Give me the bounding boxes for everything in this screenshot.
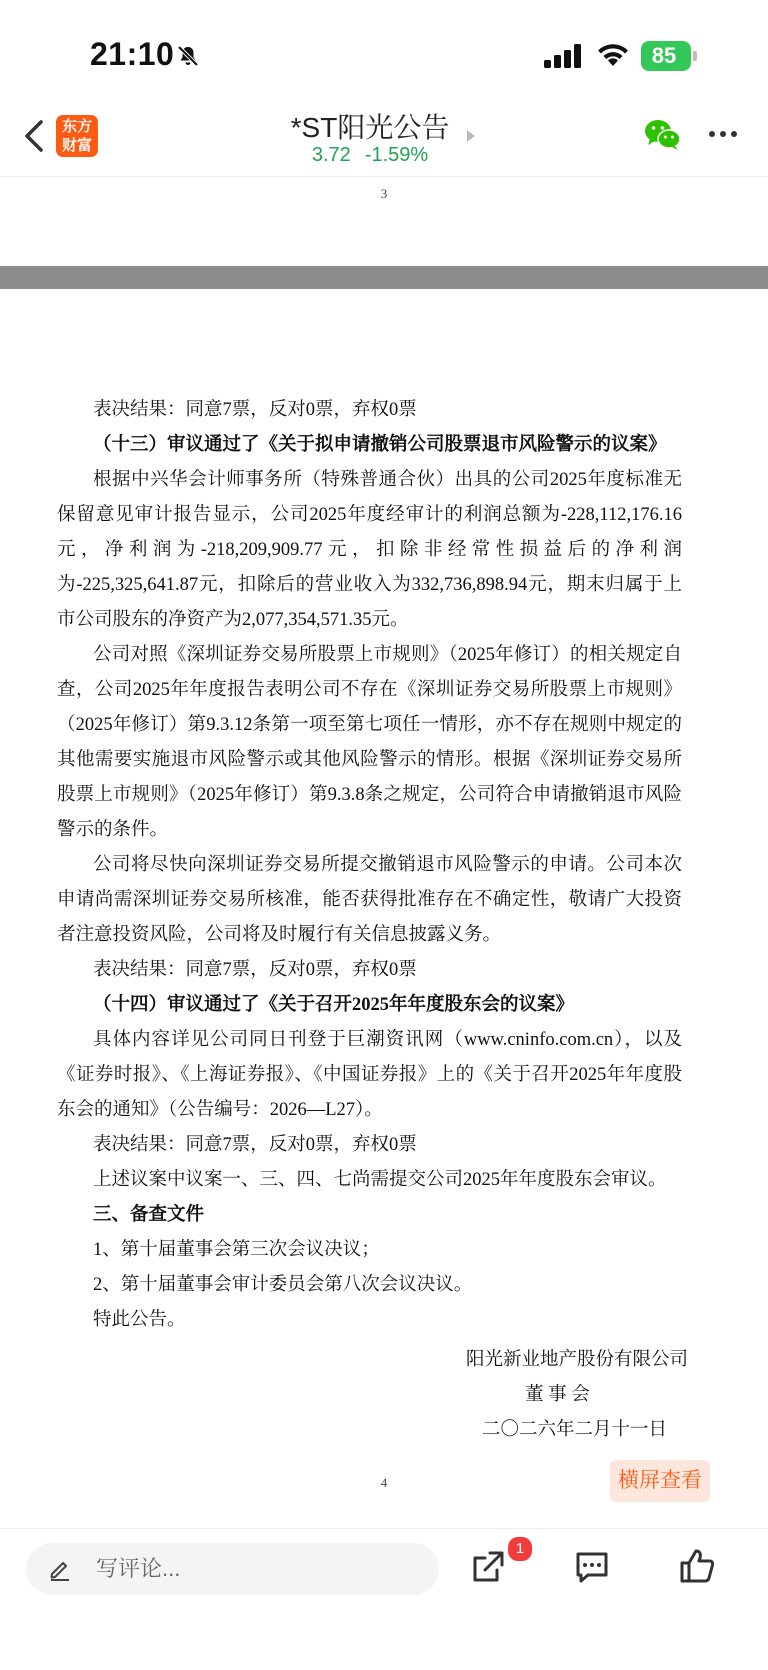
- comment-icon[interactable]: [574, 1549, 610, 1585]
- landscape-view-button[interactable]: 横屏查看: [610, 1460, 710, 1502]
- page-title[interactable]: *ST阳光公告: [290, 112, 450, 143]
- announcement-body: [57, 393, 682, 1338]
- clock: 21:10: [90, 36, 175, 72]
- bottom-bar: [0, 1528, 768, 1670]
- status-bar: [0, 0, 768, 100]
- signature-date: 二〇二六年二月十一日: [482, 1420, 668, 1440]
- page-number-top: 3: [380, 186, 388, 201]
- paragraph: 根据中兴华会计师事务所（特殊普通合伙）出具的公司2025年度标准无保留意见审计报告显示，公司2025年度经审计的利润总额为-228,112,176.16元，净利润为-218,209,909.77元，扣除非经常性损益后的净利润为-225,325,641.87元，扣除后的营业收入为332,736,898.94元，期末归属于上市公司股东的净资产为2,077,354,571.35元。: [57, 470, 682, 630]
- app-logo[interactable]: 东方 财富: [56, 115, 98, 157]
- paragraph: 上述议案中议案一、三、四、七尚需提交公司2025年年度股东会审议。: [93, 1170, 667, 1190]
- pen-icon: [48, 1557, 72, 1581]
- battery-indicator: [641, 41, 691, 71]
- section-heading: 三、备查文件: [93, 1205, 205, 1225]
- back-chevron-icon[interactable]: [20, 116, 50, 156]
- vote-result: 表决结果：同意7票，反对0票，弃权0票: [93, 400, 417, 420]
- section-heading: （十三）审议通过了《关于拟申请撤销公司股票退市风险警示的议案》: [93, 435, 667, 455]
- paragraph: 公司将尽快向深圳证券交易所提交撤销退市风险警示的申请。公司本次申请尚需深圳证券交易所核准，能否获得批准存在不确定性，敬请广大投资者注意投资风险，公司将及时履行有关信息披露义务。: [57, 855, 682, 945]
- comment-placeholder: 写评论...: [96, 1556, 181, 1581]
- stock-change: -1.59%: [364, 144, 429, 166]
- list-item: 1、第十届董事会第三次会议决议；: [93, 1240, 380, 1260]
- closing-text: 特此公告。: [93, 1310, 186, 1330]
- battery-level: 85: [651, 43, 677, 68]
- section-heading: （十四）审议通过了《关于召开2025年年度股东会的议案》: [93, 995, 575, 1015]
- bell-muted-icon: [176, 44, 200, 68]
- thumbs-up-icon[interactable]: [678, 1547, 716, 1585]
- expand-triangle-icon[interactable]: [467, 130, 475, 142]
- comment-input[interactable]: [26, 1543, 439, 1595]
- list-item: 2、第十届董事会审计委员会第八次会议决议。: [93, 1275, 473, 1295]
- signature-board: 董 事 会: [525, 1385, 590, 1405]
- signature-company: 阳光新业地产股份有限公司: [466, 1350, 689, 1370]
- page-number-bottom: 4: [380, 1475, 388, 1490]
- cellular-signal-icon: [544, 44, 582, 68]
- wechat-share-icon[interactable]: [644, 118, 682, 152]
- share-count-badge: 1: [506, 1535, 534, 1563]
- page-divider: [0, 266, 768, 289]
- paragraph: 具体内容详见公司同日刊登于巨潮资讯网（www.cninfo.com.cn），以及《证券时报》、《上海证券报》、《中国证券报》上的《关于召开2025年年度股东会的通知》（公告编号：2026—L27）。: [57, 1030, 682, 1120]
- stock-quote[interactable]: [250, 144, 490, 167]
- wifi-icon: [596, 41, 630, 67]
- vote-result: 表决结果：同意7票，反对0票，弃权0票: [93, 960, 417, 980]
- vote-result: 表决结果：同意7票，反对0票，弃权0票: [93, 1135, 417, 1155]
- stock-price: 3.72: [311, 144, 351, 166]
- paragraph: 公司对照《深圳证券交易所股票上市规则》（2025年修订）的相关规定自查，公司2025年年度报告表明公司不存在《深圳证券交易所股票上市规则》（2025年修订）第9.3.12条第一项至第七项任一情形，亦不存在规则中规定的其他需要实施退市风险警示或其他风险警示的情形。根据《深圳证券交易所股票上市规则》（2025年修订）第9.3.8条之规定，公司符合申请撤销退市风险警示的条件。: [57, 645, 682, 840]
- share-icon[interactable]: [470, 1549, 506, 1585]
- more-options-icon[interactable]: [708, 130, 738, 138]
- nav-bar: [0, 100, 768, 177]
